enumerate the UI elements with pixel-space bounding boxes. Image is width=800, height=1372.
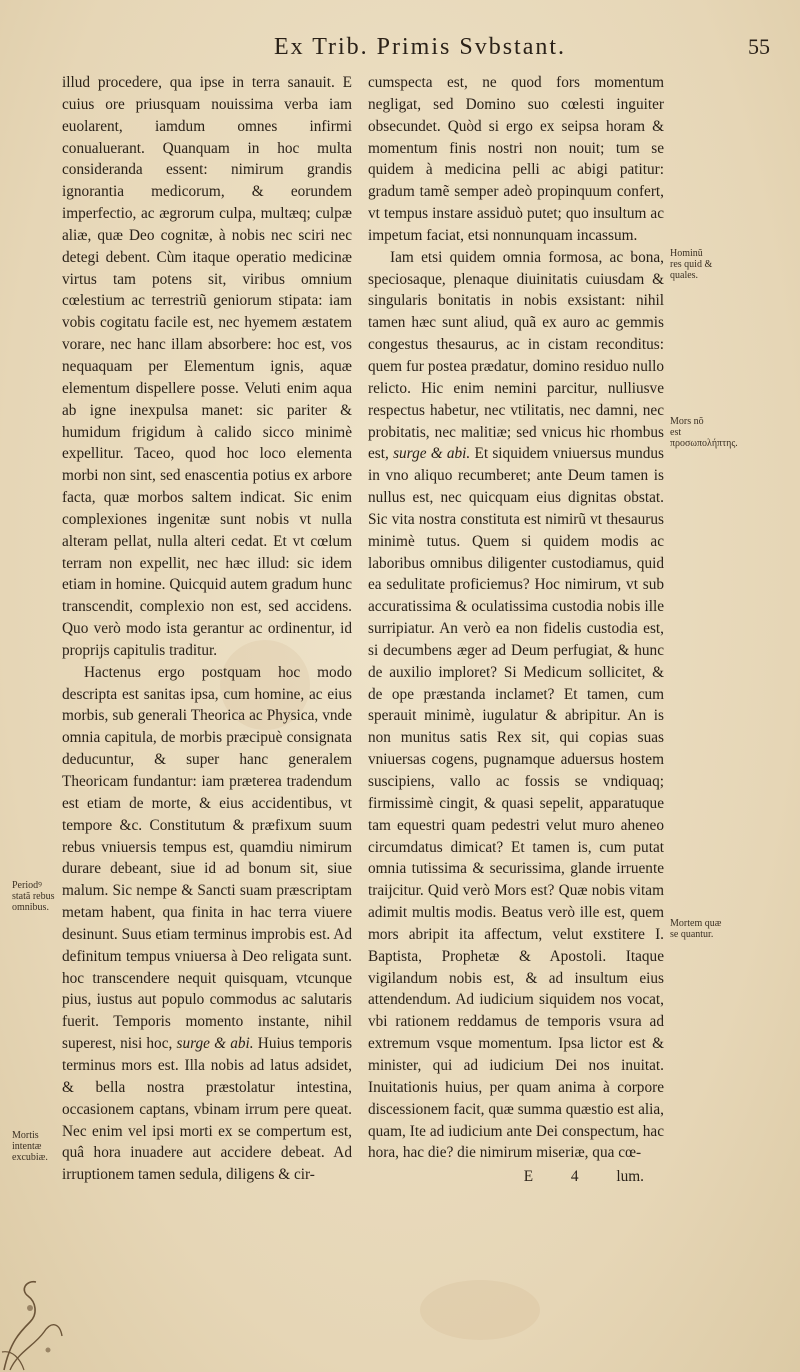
paragraph-2-start: Hactenus ergo postquam hoc modo descripta est sanitas ipsa, cum homine, ac eius morbis, sub generali Theorica ac Physica, vnde omnia capitula, de morbis præcipuè consignata deducuntur, & super hanc generalem Theoricam fundantur: iam præterea tradendum est etiam de morte, & eius accidentibus, vt tempore &c. Constitutum & præfixum suum rebus vniuersis tempus est, quamdiu nimirum durare debeant, siue id ad bonum sit, siue malum. Sic nempe & Sancti suam præscriptam metam habent, qua finita in hac terra viuere desinunt. Suus etiam terminus improbis est. Ad definitum tempus vniuersa à Deo religata sunt. hoc transcendere nequit quisquam, vtcunque pius, iustus aut populo commodus ac salutaris fuerit. Temporis momento instante, nihil superest, nisi hoc,: [62, 663, 352, 1053]
catchwords: E 4 lum.: [523, 1168, 644, 1186]
left-column: [62, 72, 352, 1186]
paragraph-2: [368, 247, 664, 1164]
right-column: [368, 72, 664, 1188]
page-number: 55: [748, 34, 770, 59]
paragraph-2: [62, 662, 352, 1186]
margin-note-hominum: Hominũ res quid & quales.: [670, 248, 713, 281]
italic-phrase: surge & abi.: [176, 1035, 254, 1053]
margin-note-mortem: Mortem quæ se quantur.: [670, 918, 722, 940]
page-header: [40, 34, 770, 70]
margin-note-mors: Mors nõ est προσωπολήπτης.: [670, 416, 738, 449]
margin-note-mortis: Mortis intentæ excubiæ.: [12, 1130, 48, 1163]
running-head: Ex Trib. Primis Svbstant.: [273, 34, 567, 60]
paragraph-1: cumspecta est, ne quod fors momentum negligat, sed Domino suo cœlesti inguiter obsecundet. Quòd si ergo ex seipsa horam & momentum finis nostri non nouit; tum se quidem à medicina pelli ac abigi patitur: gradum tamẽ semper adeò propinquum confert, vt tempus instare assiduò putet; quo insultum ac impetum faciat, etsi nonnunquam incassum.: [368, 74, 664, 244]
paragraph-1: illud procedere, qua ipse in terra sanauit. E cuius ore priusquam nouissima verba iam euolarent, iamdum omnes infirmi conualuerant. Quanquam in hoc multa consideranda essent: nimirum grandis ignorantia medicorum, & eorundem imperfectio, ac ægrorum culpa, multæq; culpæ aliæ, quæ Deo cognitæ, à nobis nec sciri nec detegi debent. Cùm itaque operatio medicinæ virtus tam potens sit, viribus omnium cœlestium ac terrestriũ geniorum stipata: iam vobis cogitatu facile est, nec hyemem æstatem vorare, nec hanc illam absorbere: hoc est, vos nequaquam per Elementum ignis, aquæ elementum dispellere posse. Veluti enim aqua ab igne inexpulsa manet: sic pariter & humidum frigidum à calido sicco minimè expellitur. Taceo, quod hoc loco elementa morbi non sint, sed enascentia potius ex arbore facta, quæ morbos saltem indicat. Sic enim complexiones ingenitæ sunt nobis vt nulla alteram pellat, nulla alteri cedat. Et vt cœlum terram non expellit, nec hæc illud: sic idem etiam in homine. Quicquid autem gradum hunc transcendit, complexio non est, sed accidens. Quo verò modo ista gerantur ac ordinentur, id proprijs capitulis traditur.: [62, 74, 352, 659]
italic-phrase: surge & abi.: [393, 445, 471, 463]
paragraph-2-start: Iam etsi quidem omnia formosa, ac bona, speciosaque, plenaque diuinitatis cuiusdam & singularis bonitatis in nobis exsistant: nihil tamen hæc sunt aliud, quã ex auro ac gemmis congestus thesaurus, ac in cistam reconditus: quem fur postea prædatur, domino residuo nullo relicto. Hic enim nemini parcitur, nulliusve respectus habetur, nec vtilitatis, nec damni, nec probitatis, nec malitiæ; sed vnicus hic rhombus est,: [368, 248, 664, 463]
paragraph-2-end: Huius temporis terminus mors est. Illa nobis ad latus adsidet, & bella nostra præstolatur intestina, occasionem captans, vbinam irrum pere queat. Nec enim vel ipsi morti ex se compertum est, quâ hora inuadere aut accidere debeat. Ad irruptionem tamen sedula, diligens & cir-: [62, 1035, 353, 1184]
margin-note-periodus: Periodꝰ statã rebus omnibus.: [12, 880, 55, 913]
corner-ornament-icon: [0, 1262, 70, 1372]
paragraph-2-end: Et siquidem vniuersus mundus in vno aliquo recumberet; ante Deum tamen is nullus est, nec quicquam eius dignitas obstat. Sic vita nostra constituta est nimirũ vt thesaurus minimè tutus. Quem si quidem modis ac laboribus omnibus diligenter custodiamus, quid ea sedulitate proficiemus? Hoc nimirum, vt sub accuratissima & oculatissima custodia nobis ille surripiatur. An verò ea non fidelis custodia est, si decumbens æger ad Deum perfugiat, & hunc de auxilio imploret? Si Medicum sollicitet, & de ope præstanda inclamet? Et tamen, cum sperauit minimè, iugulatur & abripitur. An is non munitus satis Rex sit, qui copias suas vniuersas cogens, pugnamque aduersus hostem suscipiens, vallo ac fossis se vndiquaq; firmissimè cingit, & quasi sepelit, apparatuque tam equestri quam pedestri velut muro aheneo circumdatus dimicat? Et tamen is, cum putat omnia tutissima & securissima, glande irruente traijcitur. Quid verò Mors est? Quæ nobis vitam adimit multis modis. Beatus verò ille est, quem mors abripit ita affectum, velut exstitere I. Baptista, Prophetæ & Apostoli. Itaque vigilandum nobis est, & ad insultum eius attendendum. Ad iudicium siquidem nos vocat, vbi rationem reddamus de temporis vsura ad extremum vsque momentum. Ipsa lictor est & minister, qui ad iudicium Dei nos inuitat. Inuitationis huius, per quam anima à corpore discessionem facit, quæ summa quæstio est alia, quam, Ite ad iudicium ante Dei conspectum, hac hora, hac die? die nimirum miseriæ, qua cœ-: [368, 445, 665, 1162]
